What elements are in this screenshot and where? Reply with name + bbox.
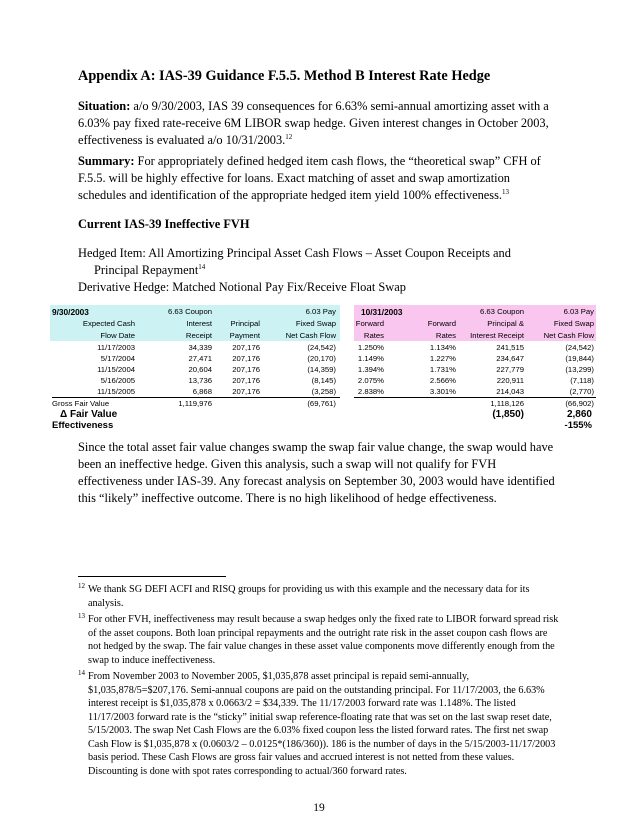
situation-label: Situation: xyxy=(78,99,131,113)
cell-right-swap-flow: (13,299) xyxy=(565,365,594,374)
cell-interest: 6,868 xyxy=(192,387,212,396)
derivative-hedge: Derivative Hedge: Matched Notional Pay Fix/Receive Float Swap xyxy=(78,280,406,294)
cell-right-receipt: 227,779 xyxy=(496,365,524,374)
cell-right-forward-rate: 1.731% xyxy=(429,365,456,374)
footnote-number: 14 xyxy=(78,669,85,677)
header-net-cash-flow: Net Cash Flow xyxy=(285,331,336,340)
footnote-ref-13: 13 xyxy=(502,187,510,196)
cell-right-forward-rate: 1.227% xyxy=(429,354,456,363)
cell-right-swap-flow: (19,844) xyxy=(565,354,594,363)
footnote-number: 13 xyxy=(78,612,85,620)
cell-right-forward-rate: 1.134% xyxy=(429,343,456,352)
effectiveness-label: Effectiveness xyxy=(52,420,114,431)
cell-date: 5/17/2004 xyxy=(100,354,135,363)
cell-right-receipt: 220,911 xyxy=(496,376,524,385)
cell-principal: 207,176 xyxy=(232,354,260,363)
summary-label: Summary: xyxy=(78,154,135,168)
cell-interest: 27,471 xyxy=(188,354,212,363)
appendix-title: Appendix A: IAS-39 Guidance F.5.5. Method B Interest Rate Hedge xyxy=(78,68,491,84)
footnote-text: From November 2003 to November 2005, $1,035,878 asset principal is repaid semi-annually, $1,035,878/5=$207,176. Semi-annual coupons are paid on the outstanding principal. For 11/17/2003, the 6.63% interest receipt is $1,035,878 x 0.0663/2 = $34,339. The 11/17/2003 forward rate was 1.148%. The listed 11/17/2003 forward rate is the “sticky” initial swap reference-floating rate that was set on the last swap reset date, 5/15/2003. The swap Net Cash Flows are the 6.03% fixed coupon less the listed forward rates. The first net swap Cash Flow is $1,035,878 x (0.0603/2 – 0.0125*(186/360)). 186 is the number of days in the 5/15/2003-11/17/2003 basis period. These Cash Flows are gross fair values and accrued interest is not netted from these values. Discounting is done with spot rates corresponding to actual/360 forward rates. xyxy=(88,671,556,777)
page-number: 19 xyxy=(313,802,325,814)
gross-right-receipt: 1,118,126 xyxy=(490,399,524,408)
cell-right-receipt: 234,647 xyxy=(496,354,524,363)
footnote-14 xyxy=(78,670,562,778)
cell-forward-rate: 2.075% xyxy=(357,376,384,385)
gross-label: Gross Fair Value xyxy=(52,399,110,408)
cell-principal: 207,176 xyxy=(232,343,260,352)
cell-right-swap-flow: (24,542) xyxy=(565,343,594,352)
cell-right-swap-flow: (7,118) xyxy=(570,376,594,385)
cell-swap-flow: (20,170) xyxy=(307,354,336,363)
left-date: 9/30/2003 xyxy=(52,307,89,317)
cell-principal: 207,176 xyxy=(232,365,260,374)
footnote-text: We thank SG DEFI ACFI and RISQ groups for providing us with this example and the necessary data for its analysis. xyxy=(88,584,530,609)
cell-swap-flow: (24,542) xyxy=(307,343,336,352)
right-header-fixed-swap: Fixed Swap xyxy=(553,319,594,328)
footnote-rule xyxy=(78,576,226,577)
right-header-interest-receipt: Interest Receipt xyxy=(470,331,524,340)
cell-date: 11/15/2005 xyxy=(97,387,135,396)
conclusion-paragraph: Since the total asset fair value changes swamp the swap fair value change, the swap would have been an ineffective hedge. Given this analysis, such a swap will not qualify for FVH effectiveness under IAS-39. Any forecast analysis on September 30, 2003 would have identified this “likely” ineffective outcome. There is no high likelihood of hedge effectiveness. xyxy=(78,440,555,505)
cell-right-receipt: 241,515 xyxy=(496,343,524,352)
cell-principal: 207,176 xyxy=(232,387,260,396)
cell-right-receipt: 214,043 xyxy=(496,387,524,396)
cell-swap-flow: (3,258) xyxy=(311,387,336,396)
cell-right-forward-rate: 2.566% xyxy=(429,376,456,385)
header-flow-date: Flow Date xyxy=(100,331,135,340)
situation-paragraph xyxy=(78,98,558,149)
right-date: 10/31/2003 xyxy=(361,307,403,317)
cell-date: 11/15/2004 xyxy=(97,365,135,374)
cell-forward-rate: 2.838% xyxy=(357,387,384,396)
hedge-table xyxy=(50,305,596,431)
cell-interest: 20,604 xyxy=(188,365,212,374)
delta-fair-value-label: Δ Fair Value xyxy=(60,409,118,420)
delta-swap: 2,860 xyxy=(566,409,592,420)
situation-text: a/o 9/30/2003, IAS 39 consequences for 6.63% semi-annual amortizing asset with a 6.03% pay fixed rate-receive 6M LIBOR swap hedge. Given interest changes in October 2003, effectiveness is evaluated a/o 10/31/2003. xyxy=(78,99,549,147)
summary-paragraph xyxy=(78,153,558,204)
cell-right-swap-flow: (2,770) xyxy=(569,387,594,396)
hedged-item-line2: Principal Repayment xyxy=(94,263,199,277)
header-interest: Interest xyxy=(186,319,212,328)
right-coupon-header: 6.63 Coupon xyxy=(479,307,524,316)
right-header-principal: Principal & xyxy=(487,319,524,328)
section-heading: Current IAS-39 Ineffective FVH xyxy=(78,217,250,231)
gross-right-swap: (66,902) xyxy=(565,399,594,408)
cell-swap-flow: (14,359) xyxy=(307,365,336,374)
footnote-ref-14: 14 xyxy=(198,262,206,271)
footnote-ref-12: 12 xyxy=(285,132,293,141)
header-receipt: Receipt xyxy=(185,331,212,340)
footnote-number: 12 xyxy=(78,582,85,590)
left-total-rule xyxy=(52,397,340,398)
header-fixed-swap: Fixed Swap xyxy=(295,319,336,328)
footnote-13 xyxy=(78,613,562,667)
cell-date: 11/17/2003 xyxy=(97,343,135,352)
delta-principal-interest: (1,850) xyxy=(492,409,524,420)
header-expected-cash: Expected Cash xyxy=(82,319,135,328)
effectiveness-value: -155% xyxy=(564,420,592,431)
cell-interest: 34,339 xyxy=(188,343,212,352)
gross-interest: 1,119,976 xyxy=(178,399,212,408)
cell-forward-rate: 1.394% xyxy=(357,365,384,374)
left-coupon-header: 6.63 Coupon xyxy=(167,307,212,316)
footnote-12 xyxy=(78,583,562,610)
cell-forward-rate: 1.149% xyxy=(357,354,384,363)
summary-text: For appropriately defined hedged item cash flows, the “theoretical swap” CFH of F.5.5. will be highly effective for loans. Exact matching of asset and swap amortization schedules and identification of the appropriate hedged item yield 100% effectiveness. xyxy=(78,154,541,202)
cell-date: 5/16/2005 xyxy=(100,376,135,385)
cell-interest: 13,736 xyxy=(188,376,212,385)
cell-principal: 207,176 xyxy=(232,376,260,385)
hedged-item xyxy=(78,245,548,279)
right-header-forward: Forward xyxy=(427,319,456,328)
header-payment: Payment xyxy=(229,331,260,340)
hedged-item-line1: Hedged Item: All Amortizing Principal Asset Cash Flows – Asset Coupon Receipts and xyxy=(78,246,511,260)
header-forward: Forward xyxy=(355,319,384,328)
right-header-rates: Rates xyxy=(435,331,456,340)
left-pay-header: 6.03 Pay xyxy=(305,307,336,316)
right-total-rule xyxy=(354,397,596,398)
cell-forward-rate: 1.250% xyxy=(357,343,384,352)
header-rates: Rates xyxy=(363,331,384,340)
right-header-net-cash-flow: Net Cash Flow xyxy=(543,331,594,340)
right-pay-header: 6.03 Pay xyxy=(563,307,594,316)
gross-swap: (69,761) xyxy=(307,399,336,408)
footnote-text: For other FVH, ineffectiveness may result because a swap hedges only the fixed rate to LIBOR forward spread risk of the asset coupons. Both loan principal repayments and the outright rate risk in the asset coupon cash flows are not hedged by the swap. The fair value changes in these asset value components move differently enough from the swap to induce ineffectiveness. xyxy=(88,614,559,666)
header-principal: Principal xyxy=(230,319,260,328)
cell-swap-flow: (8,145) xyxy=(311,376,336,385)
cell-right-forward-rate: 3.301% xyxy=(429,387,456,396)
